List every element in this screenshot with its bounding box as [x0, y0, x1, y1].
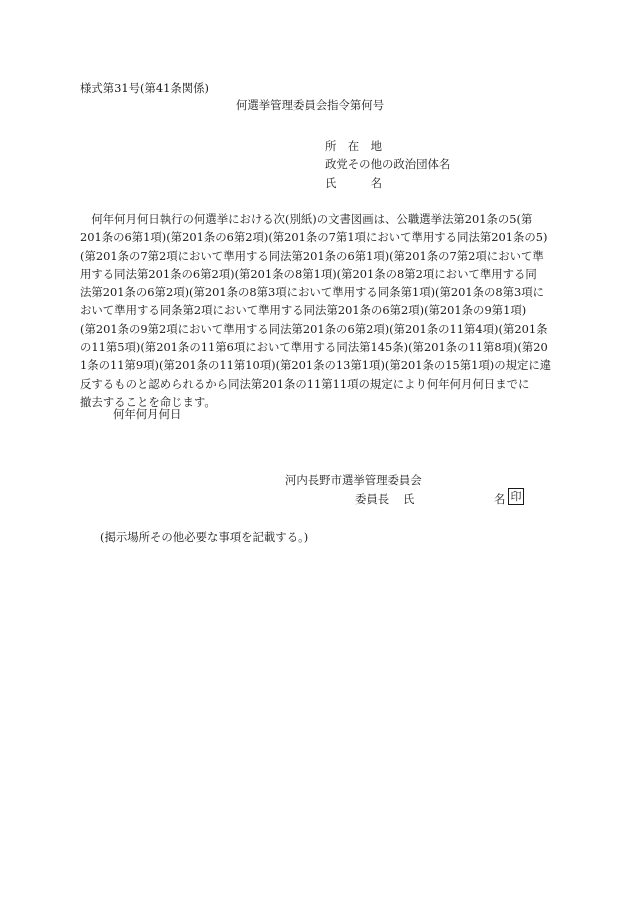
issuer-committee: 河内長野市選挙管理委員会 [285, 473, 422, 487]
posting-location-note: (掲示場所その他必要な事項を記載する。) [100, 530, 309, 544]
body-line: 反するものと認められるから同法第201条の11第11項の規定により何年何月何日までに [80, 376, 530, 391]
form-number: 様式第31号(第41条関係) [80, 81, 210, 95]
body-line: おいて準用する同条第2項において準用する同法第201条の6第2項)(第201条の9第1項) [80, 303, 527, 318]
body-line: 何年何月何日執行の何選挙における次(別紙)の文書図画は、公職選挙法第201条の5(第 [80, 212, 533, 226]
issue-date: 何年何月何日 [113, 407, 182, 421]
order-number: 何選挙管理委員会指令第何号 [236, 98, 385, 112]
chair-name-label-shi: 氏 [403, 492, 415, 506]
body-line: (第201条の7第2項において準用する同法第201条の6第1項)(第201条の7第2項において準 [80, 248, 544, 263]
addressee-location-label: 所 在 地 [325, 139, 382, 153]
body-line: 法第201条の6第2項)(第201条の8第3項において準用する同条第1項)(第201条の8第3項に [80, 285, 545, 300]
addressee-party-label: 政党その他の政治団体名 [325, 157, 451, 171]
body-line: 撤去することを命じます。 [80, 394, 216, 409]
body-line: 用する同法第201条の6第2項)(第201条の8第1項)(第201条の8第2項において準用する同 [80, 266, 537, 281]
body-line: (第201条の9第2項において準用する同法第201条の6第2項)(第201条の11第4項)(第201条 [80, 321, 548, 336]
body-line: の11第5項)(第201条の11第6項において準用する同法第145条)(第201条の11第8項)(第20 [80, 340, 548, 355]
order-body-text [80, 210, 550, 411]
addressee-name-label: 氏 名 [325, 176, 382, 190]
body-line: 201条の6第1項)(第201条の6第2項)(第201条の7第1項において準用する同法第201条の5) [80, 230, 548, 245]
seal-mark: 印 [508, 488, 524, 505]
body-line: 1条の11第9項)(第201条の11第10項)(第201条の13第1項)(第201条の15第1項)の規定に違 [80, 358, 552, 373]
chair-name-label-mei: 名 [494, 492, 506, 506]
chair-title: 委員長 [355, 492, 390, 506]
